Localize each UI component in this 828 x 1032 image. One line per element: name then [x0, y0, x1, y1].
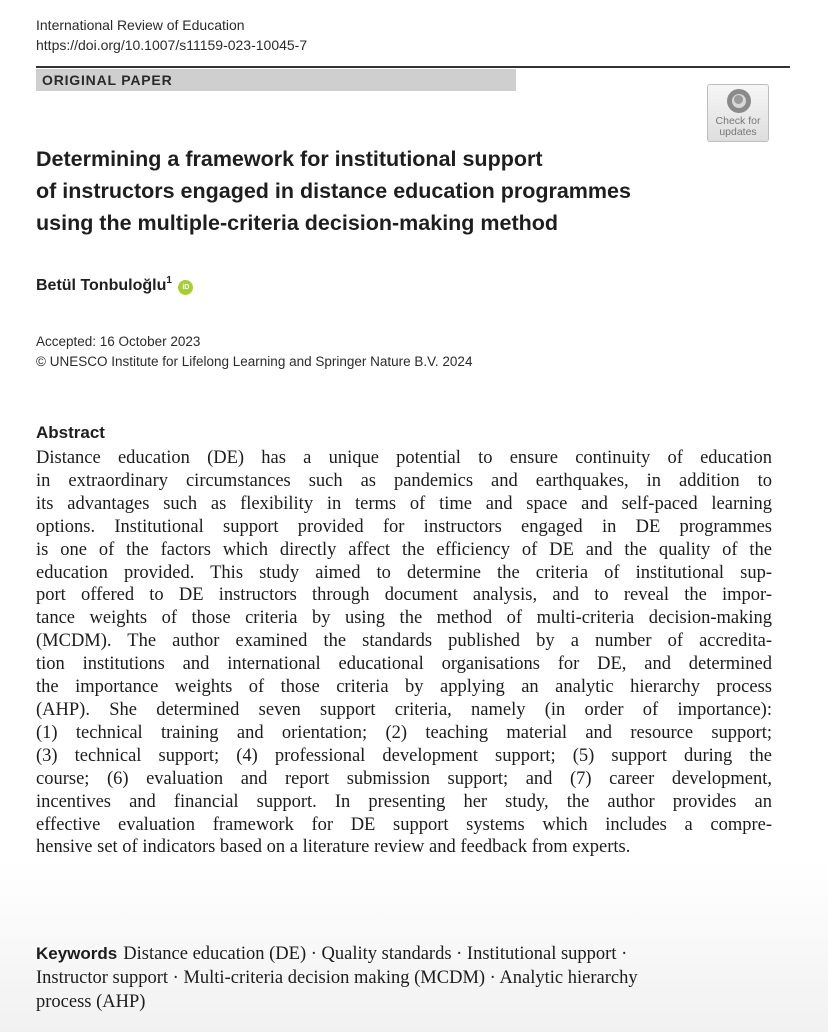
- title-line: Determining a framework for institutional support: [36, 147, 543, 171]
- abstract-body: [36, 447, 776, 859]
- abstract-line: effective evaluation framework for DE support systems which includes a compre-: [36, 814, 772, 835]
- abstract-heading: Abstract: [36, 423, 105, 442]
- crossmark-icon: [727, 89, 751, 113]
- keywords-line: Keywords Distance education (DE) · Quality standards · Institutional support ·: [36, 944, 628, 964]
- abstract-line: is one of the factors which directly affect the efficiency of DE and the quality of the: [36, 539, 772, 560]
- accepted-date: Accepted: 16 October 2023: [36, 334, 201, 349]
- paper-title: [36, 143, 716, 239]
- abstract-line: course; (6) evaluation and report submission support; and (7) career development,: [36, 768, 772, 789]
- keywords-label: Keywords: [36, 944, 118, 963]
- abstract-line: (3) technical support; (4) professional development support; (5) support during the: [36, 745, 772, 766]
- keywords-block: [36, 942, 776, 1014]
- section-band: [36, 69, 516, 91]
- abstract-line: tion institutions and international educational organisations for DE, and determined: [36, 654, 772, 675]
- abstract-line: port offered to DE instructors through document analysis, and to reveal the impor-: [36, 585, 772, 606]
- journal-name: International Review of Education: [36, 17, 245, 33]
- abstract-line: education provided. This study aimed to determine the criteria of institutional sup-: [36, 562, 772, 583]
- journal-info: [36, 15, 307, 55]
- abstract-line: tance weights of those criteria by using the method of multi-criteria decision-making: [36, 608, 772, 629]
- abstract-line: options. Institutional support provided for instructors engaged in DE programmes: [36, 516, 772, 537]
- abstract-line: the importance weights of those criteria by applying an analytic hierarchy process: [36, 677, 772, 698]
- abstract-line: hensive set of indicators based on a literature review and feedback from experts.: [36, 837, 631, 858]
- section-label: ORIGINAL PAPER: [42, 72, 173, 88]
- title-line: of instructors engaged in distance education programmes: [36, 179, 631, 203]
- abstract-line: incentives and financial support. In presenting her study, the author provides an: [36, 791, 772, 812]
- abstract-line: (AHP). She determined seven support criteria, namely (in order of importance):: [36, 699, 772, 720]
- check-for-updates-label: Check for updates: [715, 115, 761, 138]
- keywords-line: Instructor support · Multi-criteria decision making (MCDM) · Analytic hierarchy: [36, 968, 638, 988]
- check-for-updates-button[interactable]: [707, 84, 769, 142]
- author-name: Betül Tonbuloğlu: [36, 277, 167, 294]
- doi-link[interactable]: https://doi.org/10.1007/s11159-023-10045-7: [36, 37, 308, 53]
- affiliation-mark: 1: [166, 275, 172, 286]
- abstract-line: in extraordinary circumstances such as pandemics and earthquakes, in addition to: [36, 470, 772, 491]
- abstract-line: (MCDM). The author examined the standards published by a number of accredita-: [36, 631, 772, 652]
- orcid-icon[interactable]: iD: [178, 280, 193, 295]
- publication-meta: [36, 332, 472, 372]
- copyright-notice: © UNESCO Institute for Lifelong Learning and Springer Nature B.V. 2024: [36, 354, 473, 369]
- header-rule: [36, 66, 790, 68]
- title-line: using the multiple-criteria decision-making method: [36, 211, 559, 235]
- keywords-line: process (AHP): [36, 992, 146, 1012]
- abstract-line: its advantages such as flexibility in terms of time and space and self-paced learning: [36, 493, 772, 514]
- abstract-line: Distance education (DE) has a unique potential to ensure continuity of education: [36, 448, 772, 468]
- abstract-line: (1) technical training and orientation; (2) teaching material and resource support;: [36, 722, 772, 743]
- author-line: [36, 276, 193, 296]
